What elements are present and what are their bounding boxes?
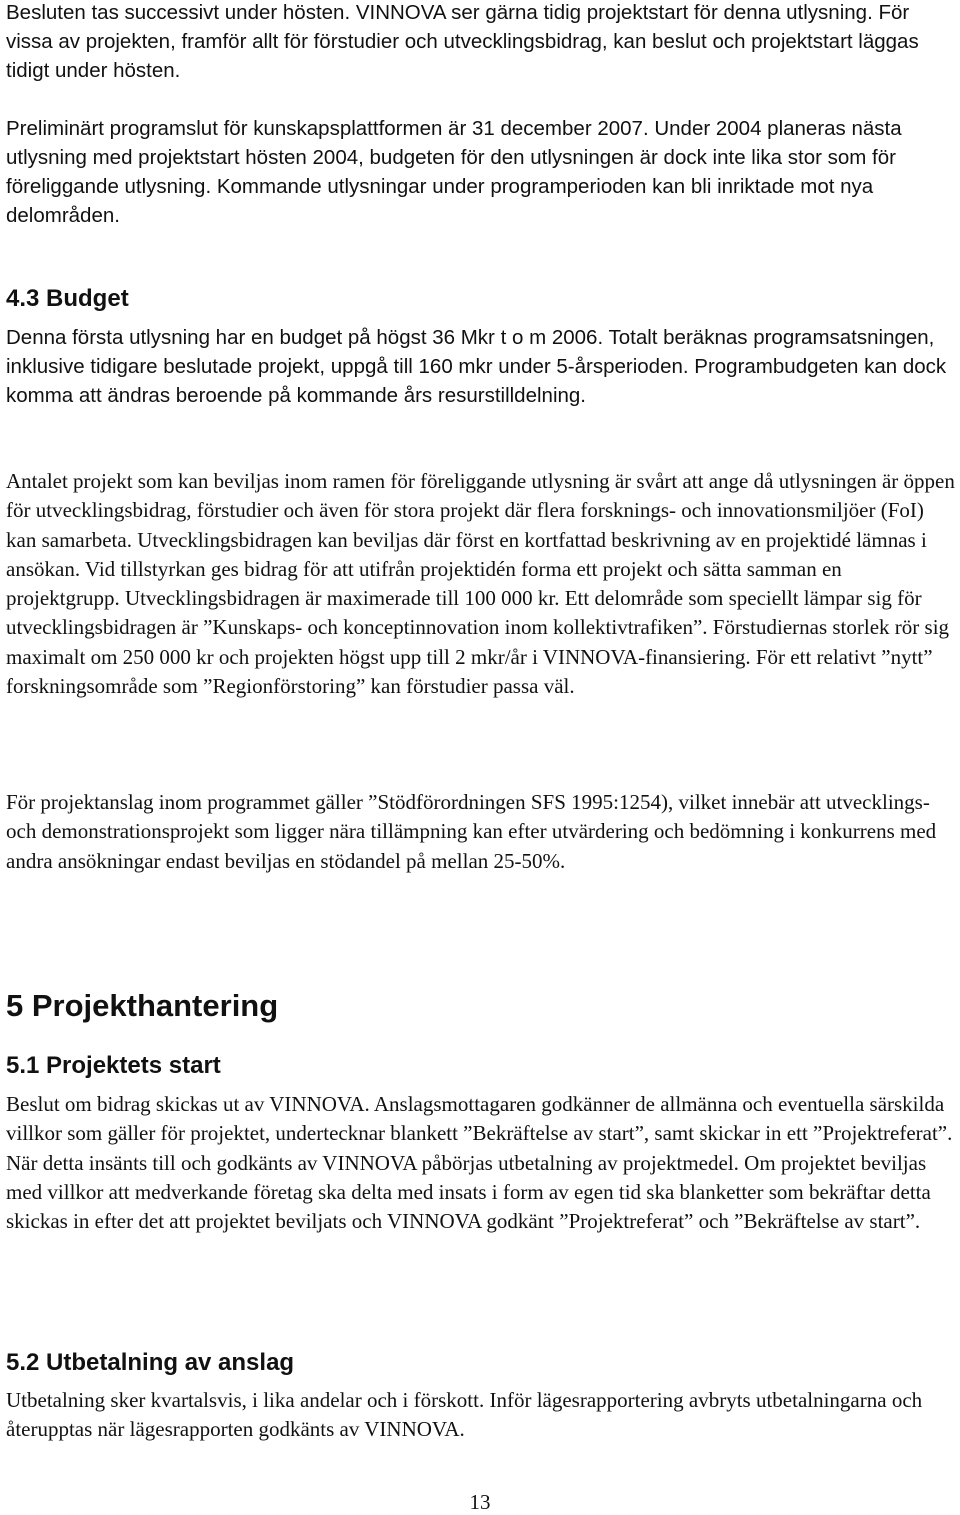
heading-4-3-budget: 4.3 Budget (6, 285, 129, 312)
paragraph-project-start: Beslut om bidrag skickas ut av VINNOVA. Anslagsmottagaren godkänner de allmänna och eventuella särskilda villkor som gäller för projektet, undertecknar blankett ”Bekräftelse av start”, samt skickar in ett ”Projektreferat”. När detta insänts till och godkänts av VINNOVA påbörjas utbetalning av projektmedel. Om projektet beviljas med villkor att medverkande företag ska delta med insats i form av egen tid ska blanketter som bekräftar detta skickas in efter det att projektet beviljats och VINNOVA godkänt ”Projektreferat” och ”Bekräftelse av start”. (6, 1092, 953, 1234)
paragraph-decision-timing: Besluten tas successivt under hösten. VINNOVA ser gärna tidig projektstart för denna utlysning. För vissa av projekten, framför allt för förstudier och utvecklingsbidrag, kan beslut och projektstart läggas tidigt under hösten. (6, 1, 919, 82)
heading-5-2-utbetalning: 5.2 Utbetalning av anslag (6, 1349, 295, 1376)
paragraph-payment: Utbetalning sker kvartalsvis, i lika andelar och i förskott. Inför lägesrapportering avbryts utbetalningarna och återupptas när lägesrapporten godkänts av VINNOVA. (6, 1388, 923, 1442)
heading-5-1-projektets-start: 5.1 Projektets start (6, 1052, 221, 1079)
paragraph-funding-rules: För projektanslag inom programmet gäller ”Stödförordningen SFS 1995:1254), vilket innebär att utvecklings- och demonstrationsprojekt som ligger nära tillämpning kan efter utvärdering och bedömning i konkurrens med andra ansökningar endast beviljas en stödandel på mellan 25-50%. (6, 790, 937, 873)
paragraph-budget: Denna första utlysning har en budget på högst 36 Mkr t o m 2006. Totalt beräknas programsatsningen, inklusive tidigare beslutade projekt, uppgå till 160 mkr under 5-årsperioden. Programbudgeten kan dock komma att ändras beroende på kommande års resurstilldelning. (6, 326, 947, 407)
paragraph-project-count: Antalet projekt som kan beviljas inom ramen för föreliggande utlysning är svårt att ange då utlysningen är öppen för utvecklingsbidrag, förstudier och även för stora projekt där flera forsknings- och innovationsmiljöer (FoI) kan samarbeta. Utvecklingsbidragen kan beviljas där först en kortfattad beskrivning av en projektidé lämnas i ansökan. Vid tillstyrkan ges bidrag för att utifrån projektidén forma ett projekt och sätta samman en projektgrupp. Utvecklingsbidragen är maximerade till 100 000 kr. Ett delområde som speciellt lämpar sig för utvecklingsbidragen är ”Kunskaps- och konceptinnovation inom kollektivtrafiken”. Förstudiernas storlek rör sig maximalt om 250 000 kr och projekten högst upp till 2 mkr/år i VINNOVA-finansiering. För ett relativt ”nytt” forskningsområde som ”Regionförstoring” kan förstudier passa väl. (6, 469, 955, 699)
paragraph-program-end: Preliminärt programslut för kunskapsplattformen är 31 december 2007. Under 2004 planeras nästa utlysning med projektstart hösten 2004, budgeten för den utlysningen är dock inte lika stor som för föreliggande utlysning. Kommande utlysningar under programperioden kan bli inriktade mot nya delområden. (6, 117, 902, 227)
heading-5-projekthantering: 5 Projekthantering (6, 988, 279, 1023)
page-number: 13 (469, 1490, 491, 1514)
